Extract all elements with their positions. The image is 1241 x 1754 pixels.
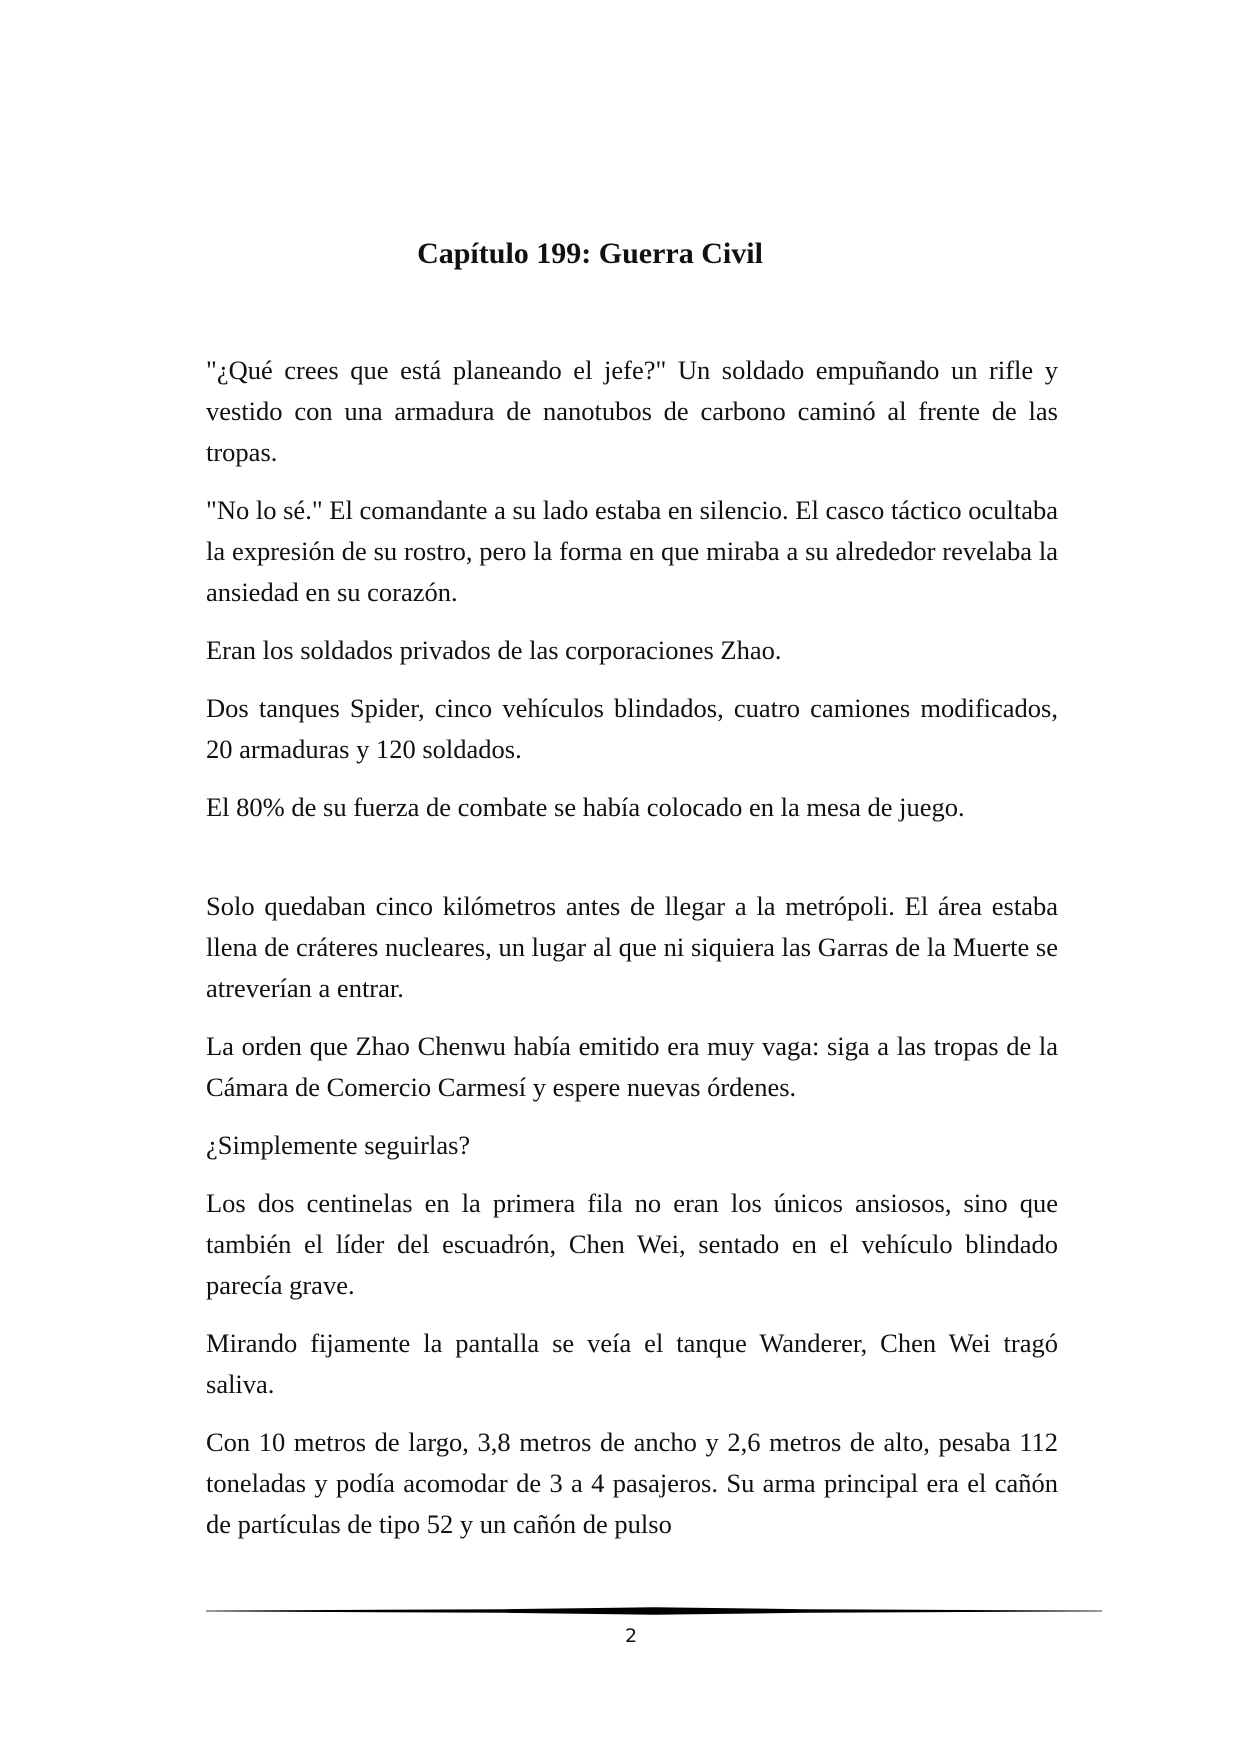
paragraph: La orden que Zhao Chenwu había emitido era muy vaga: siga a las tropas de la Cámara de Comercio Carmesí y espere nuevas órdenes. <box>206 1031 1058 1102</box>
body-text <box>206 350 1058 1562</box>
paragraph: ¿Simplemente seguirlas? <box>206 1130 471 1160</box>
paragraph: Eran los soldados privados de las corporaciones Zhao. <box>206 635 782 665</box>
paragraph: Mirando fijamente la pantalla se veía el tanque Wanderer, Chen Wei tragó saliva. <box>206 1328 1058 1399</box>
paragraph: "¿Qué crees que está planeando el jefe?" Un soldado empuñando un rifle y vestido con una armadura de nanotubos de carbono caminó al frente de las tropas. <box>206 355 1058 467</box>
paragraph: Solo quedaban cinco kilómetros antes de llegar a la metrópoli. El área estaba llena de cráteres nucleares, un lugar al que ni siquiera las Garras de la Muerte se atreverían a entrar. <box>206 891 1058 1003</box>
footer-divider <box>206 1606 1102 1616</box>
paragraph: Dos tanques Spider, cinco vehículos blindados, cuatro camiones modificados, 20 armaduras y 120 soldados. <box>206 693 1058 764</box>
chapter-title: Capítulo 199: Guerra Civil <box>417 237 763 270</box>
paragraph: Los dos centinelas en la primera fila no eran los únicos ansiosos, sino que también el líder del escuadrón, Chen Wei, sentado en el vehículo blindado parecía grave. <box>206 1188 1058 1300</box>
paragraph: El 80% de su fuerza de combate se había colocado en la mesa de juego. <box>206 792 965 822</box>
paragraph: "No lo sé." El comandante a su lado estaba en silencio. El casco táctico ocultaba la expresión de su rostro, pero la forma en que miraba a su alrededor revelaba la ansiedad en su corazón. <box>206 495 1058 607</box>
paragraph: Con 10 metros de largo, 3,8 metros de ancho y 2,6 metros de alto, pesaba 112 toneladas y podía acomodar de 3 a 4 pasajeros. Su arma principal era el cañón de partículas de tipo 52 y un cañón de pulso <box>206 1427 1058 1539</box>
page-number: 2 <box>624 1625 638 1647</box>
